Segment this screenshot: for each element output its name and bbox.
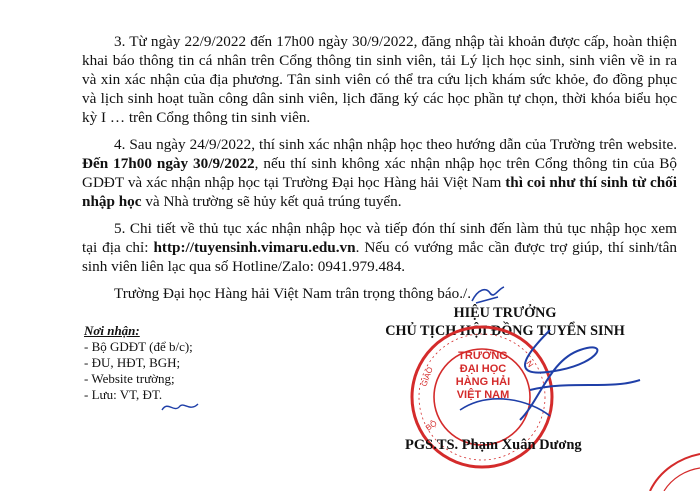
- refusal-bold: thì coi như thí sinh từ chối nhập học: [82, 174, 677, 210]
- seal-line: ĐẠI HỌC: [459, 363, 507, 375]
- recipient-item: - ĐU, HĐT, BGH;: [84, 355, 181, 370]
- recipient-item: - Website trường;: [84, 371, 175, 386]
- paragraph-4: [82, 135, 677, 211]
- initial-mark-2: [160, 398, 200, 416]
- seal-line: TRƯỜNG: [458, 350, 508, 362]
- paragraph-5-text-start: 5. Chi tiết về thủ tục xác nhận nhập học và tiếp đón thí sinh đến làm thủ tục nhập học xem tại địa chỉ:: [82, 220, 677, 256]
- recipients-title: Nơi nhận:: [84, 323, 140, 338]
- signer-name: PGS.TS. Phạm Xuân Dương: [405, 437, 582, 453]
- seal-line: VIỆT NAM: [456, 389, 510, 401]
- signer-role-council: CHỦ TỊCH HỘI ĐỒNG TUYỂN SINH: [385, 323, 625, 339]
- recipient-item: - Lưu: VT, ĐT.: [84, 387, 163, 402]
- paragraph-5: [82, 219, 677, 276]
- svg-text:GIAO: GIAO: [419, 365, 435, 388]
- paragraph-4-text-mid: , nếu thí sinh không xác nhận nhập học trên Cổng thông tin của Bộ GDĐT và xác nhận nhập học tại Trường Đại học Hàng hải Việt Nam: [82, 155, 677, 191]
- paragraph-3-text: 3. Từ ngày 22/9/2022 đến 17h00 ngày 30/9/2022, đăng nhập tài khoản được cấp, hoàn thiện khai báo thông tin cá nhân trên Cổng thông tin sinh viên, tải Lý lịch học sinh, sinh viên về in ra và xin xác nhận của địa phương. Tân sinh viên có thể tra cứu lịch khám sức khỏe, đo đồng phục và lịch sinh hoạt tuần công dân sinh viên, lịch đăng ký các học phần tự chọn, thời khóa biểu học kỳ I … trên Cổng thông tin sinh viên.: [82, 33, 677, 126]
- paragraph-4-text-start: 4. Sau ngày 24/9/2022, thí sinh xác nhận nhập học theo hướng dẫn của Trường trên website.: [114, 136, 677, 153]
- paragraph-4-text-end: và Nhà trường sẽ hủy kết quả trúng tuyển.: [141, 193, 402, 210]
- paragraph-3: [82, 32, 677, 127]
- announcement-body: [82, 32, 677, 311]
- svg-text:BỘ: BỘ: [423, 418, 439, 433]
- handwritten-signature: [400, 320, 660, 440]
- paragraph-5-text-end: . Nếu có vướng mắc cần được trợ giúp, thí sinh/tân sinh viên liên lạc qua số Hotline/Zalo: 0941.979.484.: [82, 239, 677, 275]
- admissions-url[interactable]: http://tuyensinh.vimaru.edu.vn: [153, 239, 356, 256]
- deadline-bold: Đến 17h00 ngày 30/9/2022: [82, 155, 255, 172]
- recipient-item: - Bộ GDĐT (để b/c);: [84, 339, 193, 354]
- seal-line: HÀNG HẢI: [455, 376, 511, 388]
- closing-line: [82, 284, 677, 303]
- svg-text:N: N: [524, 358, 536, 369]
- signer-role-principal: HIỆU TRƯỞNG: [453, 305, 557, 321]
- corner-stamp-fragment: [640, 440, 700, 491]
- recipients-block: [84, 323, 334, 403]
- closing-text: Trường Đại học Hàng hải Việt Nam trân trọng thông báo./.: [114, 285, 472, 302]
